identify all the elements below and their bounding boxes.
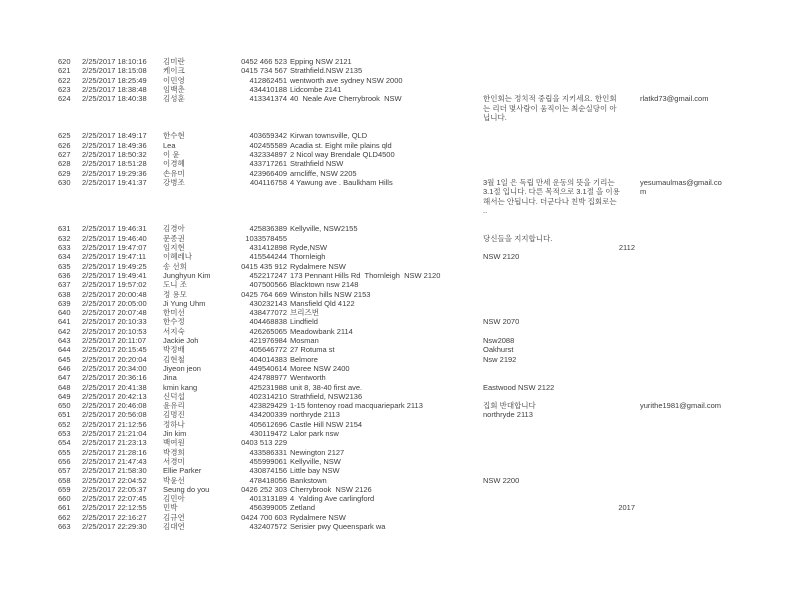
phone-number: 0415 435 912 (241, 261, 287, 271)
signer-name: 이경혜 (163, 159, 185, 169)
signer-name: 김민아 (163, 494, 185, 504)
signer-name: 신덕섭 (163, 391, 185, 401)
row-number: 661 (58, 503, 71, 513)
row-number: 654 (58, 438, 71, 448)
phone-number: 434200339 (249, 410, 287, 420)
signer-name: 김미란 (163, 57, 185, 66)
signer-name: 윤유리 (163, 401, 185, 411)
signed-datetime: 2/25/2017 21:28:16 (82, 447, 147, 457)
signed-datetime: 2/25/2017 20:34:00 (82, 363, 147, 373)
comment-text: .. (483, 205, 488, 215)
signed-datetime: 2/25/2017 20:05:00 (82, 298, 147, 308)
comment-text: 3월 1일 은 독립 만세 운동의 뜻을 기리는 (483, 177, 615, 187)
signed-datetime: 2/25/2017 22:29:30 (82, 522, 147, 531)
row-number: 622 (58, 75, 71, 85)
signer-name: 임지현 (163, 243, 185, 252)
email-text: m (640, 187, 647, 197)
signer-name: kmin kang (163, 382, 198, 392)
address-text: Kirwan townsville, QLD (290, 131, 368, 141)
row-number: 648 (58, 382, 71, 392)
signed-datetime: 2/25/2017 22:04:52 (82, 475, 147, 485)
row-number: 626 (58, 140, 71, 150)
signer-name: Seung do you (163, 484, 210, 494)
phone-number: 402455589 (249, 140, 287, 150)
phone-number: 421976984 (249, 336, 287, 345)
row-number: 627 (58, 150, 71, 159)
signed-datetime: 2/25/2017 18:10:16 (82, 57, 147, 66)
comment-text: Nsw 2192 (483, 354, 517, 364)
row-number: 623 (58, 84, 71, 94)
postcode-text: 2017 (618, 503, 635, 513)
row-number: 657 (58, 466, 71, 476)
comment-text: 닙니다. (483, 112, 507, 122)
signer-name: 이혜레나 (163, 252, 192, 262)
row-number: 637 (58, 280, 71, 290)
email-text: yurithe1981@gmail.com (640, 401, 721, 411)
address-text: Thornleigh (290, 252, 326, 262)
signer-name: Jina (163, 373, 177, 383)
address-text: Zetland (290, 503, 316, 513)
signer-name: Jin kim (163, 429, 187, 438)
signer-name: 서지숙 (163, 326, 185, 336)
signer-name: 민박 (163, 503, 178, 513)
row-number: 663 (58, 522, 71, 531)
row-number: 660 (58, 494, 71, 504)
signed-datetime: 2/25/2017 18:40:38 (82, 94, 147, 104)
address-text: Cherrybrook NSW 2126 (290, 484, 372, 494)
address-text: Strathfield, NSW2136 (290, 391, 363, 401)
row-number: 646 (58, 363, 71, 373)
row-number: 647 (58, 373, 71, 383)
signed-datetime: 2/25/2017 21:23:13 (82, 438, 147, 448)
signed-datetime: 2/25/2017 21:47:43 (82, 456, 147, 466)
signer-name: 이민영 (163, 75, 185, 85)
address-text: Lidcombe 2141 (290, 84, 342, 94)
signed-datetime: 2/25/2017 20:10:33 (82, 317, 147, 327)
address-text: northryde 2113 (290, 410, 340, 420)
row-number: 636 (58, 270, 71, 280)
address-text: 4 Yalding Ave carlingford (290, 494, 375, 504)
phone-number: 0403 513 229 (241, 438, 287, 448)
signer-name: 정하나 (163, 419, 185, 429)
address-text: Blacktown nsw 2148 (290, 280, 359, 290)
signer-name: Ji Yung Uhm (163, 298, 206, 308)
phone-number: 423966409 (249, 168, 287, 178)
signed-datetime: 2/25/2017 18:51:28 (82, 159, 147, 169)
signed-datetime: 2/25/2017 20:41:38 (82, 382, 147, 392)
signed-datetime: 2/25/2017 19:46:40 (82, 233, 147, 243)
signer-name: Jackie Joh (163, 336, 199, 345)
phone-number: 452217247 (249, 270, 287, 280)
row-number: 656 (58, 456, 71, 466)
phone-number: 404116758 (250, 177, 287, 187)
address-text: Rydalmere NSW (290, 512, 346, 522)
row-number: 655 (58, 447, 71, 457)
signed-datetime: 2/25/2017 19:49:41 (82, 270, 147, 280)
phone-number: 0424 700 603 (241, 512, 287, 522)
signer-name: 이 윤 (163, 150, 180, 159)
address-text: 40 Neale Ave Cherrybrook NSW (290, 94, 402, 104)
row-number: 631 (58, 224, 71, 234)
row-number: 634 (58, 252, 71, 262)
comment-text: NSW 2120 (483, 252, 520, 262)
email-text: rlatkd73@gmail.com (640, 94, 709, 104)
signed-datetime: 2/25/2017 20:15:45 (82, 345, 147, 355)
row-number: 639 (58, 298, 71, 308)
address-text: 4 Yawung ave . Baulkham Hills (290, 177, 393, 187)
address-text: Winston hills NSW 2153 (290, 289, 371, 299)
row-number: 635 (58, 261, 71, 271)
row-number: 662 (58, 512, 71, 522)
address-text: Lindfield (290, 317, 318, 327)
signed-datetime: 2/25/2017 20:20:04 (82, 354, 147, 364)
address-text: Acadia st. Eight mile plains qld (290, 140, 392, 150)
signer-name: 김경아 (163, 224, 185, 234)
phone-number: 433586331 (249, 447, 287, 457)
address-text: 1-15 fontenoy road macquariepark 2113 (290, 401, 423, 411)
comment-text: 3.1절 입니다. 다른 목적으로 3.1절 을 이용 (483, 187, 620, 197)
phone-number: 434410188 (249, 84, 287, 94)
row-number: 628 (58, 159, 71, 169)
row-number: 659 (58, 484, 71, 494)
phone-number: 425231988 (249, 382, 287, 392)
signer-name: 송 선희 (163, 261, 187, 271)
signed-datetime: 2/25/2017 21:58:30 (82, 466, 147, 476)
signer-name: 손유미 (163, 168, 185, 178)
signed-datetime: 2/25/2017 22:05:37 (82, 484, 147, 494)
signed-datetime: 2/25/2017 20:00:48 (82, 289, 147, 299)
phone-number: 404014383 (249, 354, 287, 364)
phone-number: 423829429 (249, 401, 287, 411)
phone-number: 455999061 (249, 456, 287, 466)
address-text: Castle Hill NSW 2154 (290, 419, 363, 429)
phone-number: 407500566 (249, 280, 287, 290)
comment-text: 당신들을 지지합니다. (483, 233, 553, 243)
comment-text: Nsw2088 (483, 336, 515, 345)
signer-name: Ellie Parker (163, 466, 202, 476)
row-number: 621 (58, 66, 71, 76)
address-text: Lalor park nsw (290, 429, 339, 438)
signed-datetime: 2/25/2017 20:11:07 (82, 336, 147, 345)
address-text: 2 Nicol way Brendale QLD4500 (290, 150, 395, 159)
address-text: Strathfield.NSW 2135 (290, 66, 363, 76)
row-number: 644 (58, 345, 71, 355)
row-number: 629 (58, 168, 71, 178)
signer-name: 강병조 (163, 177, 185, 187)
signer-name: 김현철 (163, 354, 185, 364)
address-text: Kellyville, NSW (290, 456, 341, 466)
phone-number: 405646772 (249, 345, 287, 355)
signer-name: 김성훈 (163, 94, 185, 104)
row-number: 625 (58, 131, 71, 141)
address-text: Serisier pwy Queenspark wa (290, 522, 386, 531)
row-number: 638 (58, 289, 71, 299)
address-text: Strathfield NSW (290, 159, 344, 169)
signer-name: 김대연 (163, 522, 185, 531)
signed-datetime: 2/25/2017 20:36:16 (82, 373, 147, 383)
phone-number: 426265065 (249, 326, 287, 336)
phone-number: 424788977 (249, 373, 287, 383)
phone-number: 432334897 (249, 150, 287, 159)
signed-datetime: 2/25/2017 22:16:27 (82, 512, 147, 522)
phone-number: 0415 734 567 (241, 66, 287, 76)
phone-number: 415544244 (249, 252, 287, 262)
signed-datetime: 2/25/2017 20:42:13 (82, 391, 147, 401)
email-text: yesumaulmas@gmail.co (640, 177, 722, 187)
signed-datetime: 2/25/2017 19:47:07 (82, 243, 147, 252)
phone-number: 430232143 (249, 298, 287, 308)
row-number: 651 (58, 410, 71, 420)
signed-datetime: 2/25/2017 19:49:25 (82, 261, 147, 271)
signed-datetime: 2/25/2017 20:10:53 (82, 326, 147, 336)
address-text: Mosman (290, 336, 319, 345)
phone-number: 433717261 (249, 159, 287, 169)
address-text: arncliffe, NSW 2205 (290, 168, 357, 178)
signer-name: Junghyun Kim (163, 270, 211, 280)
signed-datetime: 2/25/2017 18:49:36 (82, 140, 147, 150)
signed-datetime: 2/25/2017 18:50:32 (82, 150, 147, 159)
address-text: wentworth ave sydney NSW 2000 (290, 75, 403, 85)
signer-name: 한수현 (163, 131, 185, 141)
signer-name: 케이크 (163, 66, 185, 76)
signer-name: 백여원 (163, 438, 185, 448)
row-number: 652 (58, 419, 71, 429)
row-number: 633 (58, 243, 71, 252)
signed-datetime: 2/25/2017 21:21:04 (82, 429, 147, 438)
phone-number: 0425 764 669 (241, 289, 287, 299)
phone-number: 0452 466 523 (241, 57, 287, 66)
signed-datetime: 2/25/2017 22:12:55 (82, 503, 147, 513)
comment-text: NSW 2200 (483, 475, 520, 485)
address-text: Wentworth (290, 373, 326, 383)
address-text: Ryde,NSW (290, 243, 328, 252)
signer-name: 문종권 (163, 233, 185, 243)
signed-datetime: 2/25/2017 20:46:08 (82, 401, 147, 411)
signed-datetime: 2/25/2017 19:47:11 (82, 252, 147, 262)
row-number: 650 (58, 401, 71, 411)
signed-datetime: 2/25/2017 18:49:17 (82, 131, 147, 141)
row-number: 649 (58, 391, 71, 401)
signer-name: 박윤선 (163, 475, 185, 485)
signed-datetime: 2/25/2017 18:15:08 (82, 66, 147, 76)
phone-number: 401313189 (249, 494, 287, 504)
row-number: 632 (58, 233, 71, 243)
signer-name: 김명진 (163, 410, 185, 420)
phone-number: 412862451 (249, 75, 287, 85)
signer-name: 한수정 (163, 317, 185, 327)
row-number: 624 (58, 94, 71, 104)
phone-number: 432407572 (249, 522, 287, 531)
signer-name: 정 용모 (163, 289, 187, 299)
comment-text: Oakhurst (483, 345, 514, 355)
phone-number: 425836389 (249, 224, 287, 234)
phone-number: 1033578455 (245, 233, 287, 243)
address-text: Rydalmere NSW (290, 261, 346, 271)
address-text: Kellyville, NSW2155 (290, 224, 358, 234)
signer-name: 도니 조 (163, 280, 187, 290)
signed-datetime: 2/25/2017 20:56:08 (82, 410, 147, 420)
comment-text: NSW 2070 (483, 317, 520, 327)
comment-text: 집회 반대합니다 (483, 401, 536, 411)
phone-number: 430874156 (249, 466, 287, 476)
signed-datetime: 2/25/2017 19:29:36 (82, 168, 147, 178)
signer-name: 김규연 (163, 512, 185, 522)
address-text: unit 8, 38-40 first ave. (290, 382, 363, 392)
row-number: 630 (58, 177, 71, 187)
signed-datetime: 2/25/2017 19:41:37 (82, 177, 147, 187)
signed-datetime: 2/25/2017 19:46:31 (82, 224, 147, 234)
signed-datetime: 2/25/2017 18:38:48 (82, 84, 147, 94)
list-line (0, 522, 792, 532)
phone-number: 413341374 (249, 94, 287, 104)
address-text: Epping NSW 2121 (290, 57, 352, 66)
row-number: 642 (58, 326, 71, 336)
address-text: Meadowbank 2114 (290, 326, 353, 336)
address-text: Belmore (290, 354, 318, 364)
address-text: Moree NSW 2400 (290, 363, 350, 373)
phone-number: 430119472 (250, 429, 287, 438)
row-number: 641 (58, 317, 71, 327)
phone-number: 456399005 (249, 503, 287, 513)
signer-name: Lea (163, 140, 176, 150)
address-text: Little bay NSW (290, 466, 340, 476)
signer-name: 서경미 (163, 456, 185, 466)
signed-datetime: 2/25/2017 21:12:56 (82, 419, 147, 429)
postcode-text: 2112 (618, 243, 635, 252)
row-number: 658 (58, 475, 71, 485)
row-number: 620 (58, 57, 71, 66)
signer-name: 한미선 (163, 308, 185, 318)
signer-name: 임백춘 (163, 84, 185, 94)
address-text: 27 Rotuma st (290, 345, 335, 355)
address-text: 브리즈번 (290, 308, 319, 318)
address-text: Mansfield Qld 4122 (290, 298, 355, 308)
row-number: 645 (58, 354, 71, 364)
row-number: 653 (58, 429, 71, 438)
comment-text: northryde 2113 (483, 410, 533, 420)
phone-number: 478418056 (249, 475, 287, 485)
address-text: Newington 2127 (290, 447, 345, 457)
phone-number: 431412898 (249, 243, 287, 252)
signed-datetime: 2/25/2017 19:57:02 (82, 280, 147, 290)
comment-text: 는 리더 몇사람이 움직이는 최순실당이 아 (483, 103, 617, 113)
phone-number: 449540614 (249, 363, 287, 373)
phone-number: 438477072 (249, 308, 287, 318)
signer-name: Jiyeon jeon (163, 363, 201, 373)
signed-datetime: 2/25/2017 20:07:48 (82, 308, 147, 318)
phone-number: 405612696 (249, 419, 287, 429)
phone-number: 0426 252 303 (241, 484, 287, 494)
comment-text: 해서는 안됩니다. 더군다나 친박 집회로는 (483, 196, 617, 206)
row-number: 643 (58, 336, 71, 345)
address-text: 173 Pennant Hills Rd Thornleigh NSW 2120 (290, 270, 441, 280)
comment-text: Eastwood NSW 2122 (483, 382, 555, 392)
signer-name: 박경희 (163, 447, 185, 457)
phone-number: 404468838 (249, 317, 287, 327)
phone-number: 403659342 (249, 131, 287, 141)
phone-number: 402314210 (249, 391, 287, 401)
comment-text: 한인회는 정치적 중립을 지키세요. 한인회 (483, 94, 617, 104)
signer-name: 박정배 (163, 345, 185, 355)
address-text: Bankstown (290, 475, 327, 485)
signed-datetime: 2/25/2017 18:25:49 (82, 75, 147, 85)
signed-datetime: 2/25/2017 22:07:45 (82, 494, 147, 504)
row-number: 640 (58, 308, 71, 318)
